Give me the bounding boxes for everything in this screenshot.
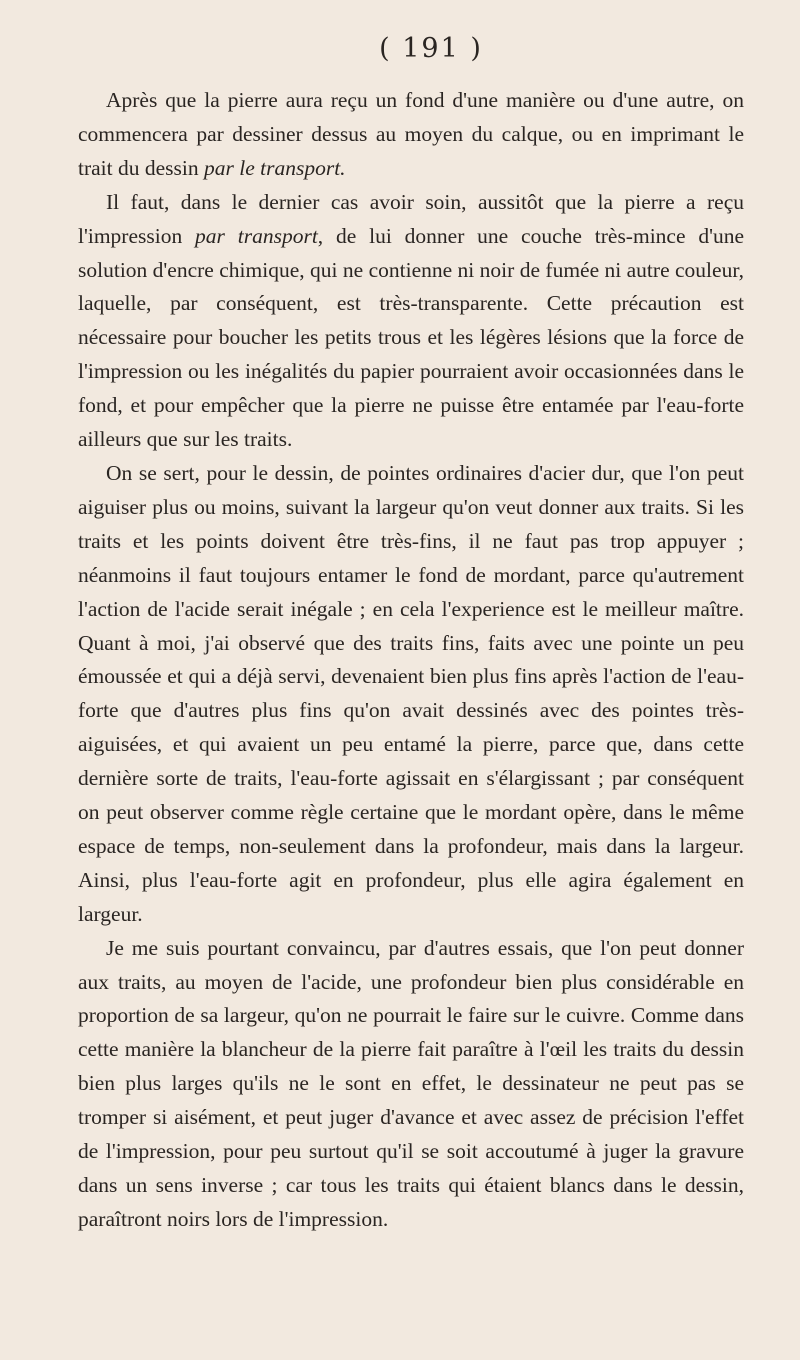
paragraph-4-text: Je me suis pourtant convaincu, par d'autres essais, que l'on peut donner aux traits, au moyen de l'acide, une profondeur bien plus considérable en proportion de sa largeur, qu'on ne pourrait le faire sur le cuivre. Comme dans cette manière la blancheur de la pierre fait paraître à l'œil les traits du dessin bien plus larges qu'ils ne le sont en effet, le dessinateur ne peut pas se tromper si aisément, et peut juger d'avance et avec assez de précision l'effet de l'impression, pour peu surtout qu'il se soit accoutumé à juger la gravure dans un sens inverse ; car tous les traits qui étaient blancs dans le dessin, paraîtront noirs lors de l'impression. [78, 935, 744, 1231]
paragraph-3-text: On se sert, pour le dessin, de pointes ordinaires d'acier dur, que l'on peut aiguiser plus ou moins, suivant la largeur qu'on veut donner aux traits. Si les traits et les points doivent être très-fins, il ne faut pas trop appuyer ; néanmoins il faut toujours entamer le fond de mordant, parce qu'autrement l'action de l'acide serait inégale ; en cela l'experience est le meilleur maître. Quant à moi, j'ai observé que des traits fins, faits avec une pointe un peu émoussée et qui a déjà servi, devenaient bien plus fins après l'action de l'eau-forte que d'autres plus fins qu'on avait dessinés avec des pointes très-aiguisées, et qui avaient un peu entamé la pierre, parce que, dans cette dernière sorte de traits, l'eau-forte agissait en s'élargissant ; par conséquent on peut observer comme règle certaine que le mordant opère, dans le même espace de temps, non-seulement dans la profondeur, mais dans la largeur. Ainsi, plus l'eau-forte agit en profondeur, plus elle agira également en largeur. [78, 460, 744, 926]
page-number: ( 191 ) [379, 33, 483, 64]
paragraph-2-tail: , de lui donner une couche très-mince d'une solution d'encre chimique, qui ne contienne ni noir de fumée ni autre couleur, laquelle, par conséquent, est très-transparente. Cette précaution est nécessaire pour boucher les petits trous et les légères lésions que la force de l'impression ou les inégalités du papier pourraient avoir occasionnées dans le fond, et pour empêcher que la pierre ne puisse être entamée par l'eau-forte ailleurs que sur les traits. [78, 223, 744, 452]
paragraph-3 [78, 457, 744, 932]
paragraph-2 [78, 186, 744, 457]
paragraph-1-text: Après que la pierre aura reçu un fond d'une manière ou d'une autre, on commencera par dessiner dessus au moyen du calque, ou en imprimant le trait du dessin [78, 88, 744, 180]
paragraph-1 [78, 84, 744, 186]
paragraph-2-text: Il faut, dans le dernier cas avoir soin, aussitôt que la pierre a reçu l'impression [78, 189, 744, 248]
body-text [78, 84, 744, 1237]
paragraph-1-italic: par le transport. [204, 155, 346, 180]
paragraph-4 [78, 932, 744, 1237]
paragraph-2-italic: par transport [195, 223, 318, 248]
